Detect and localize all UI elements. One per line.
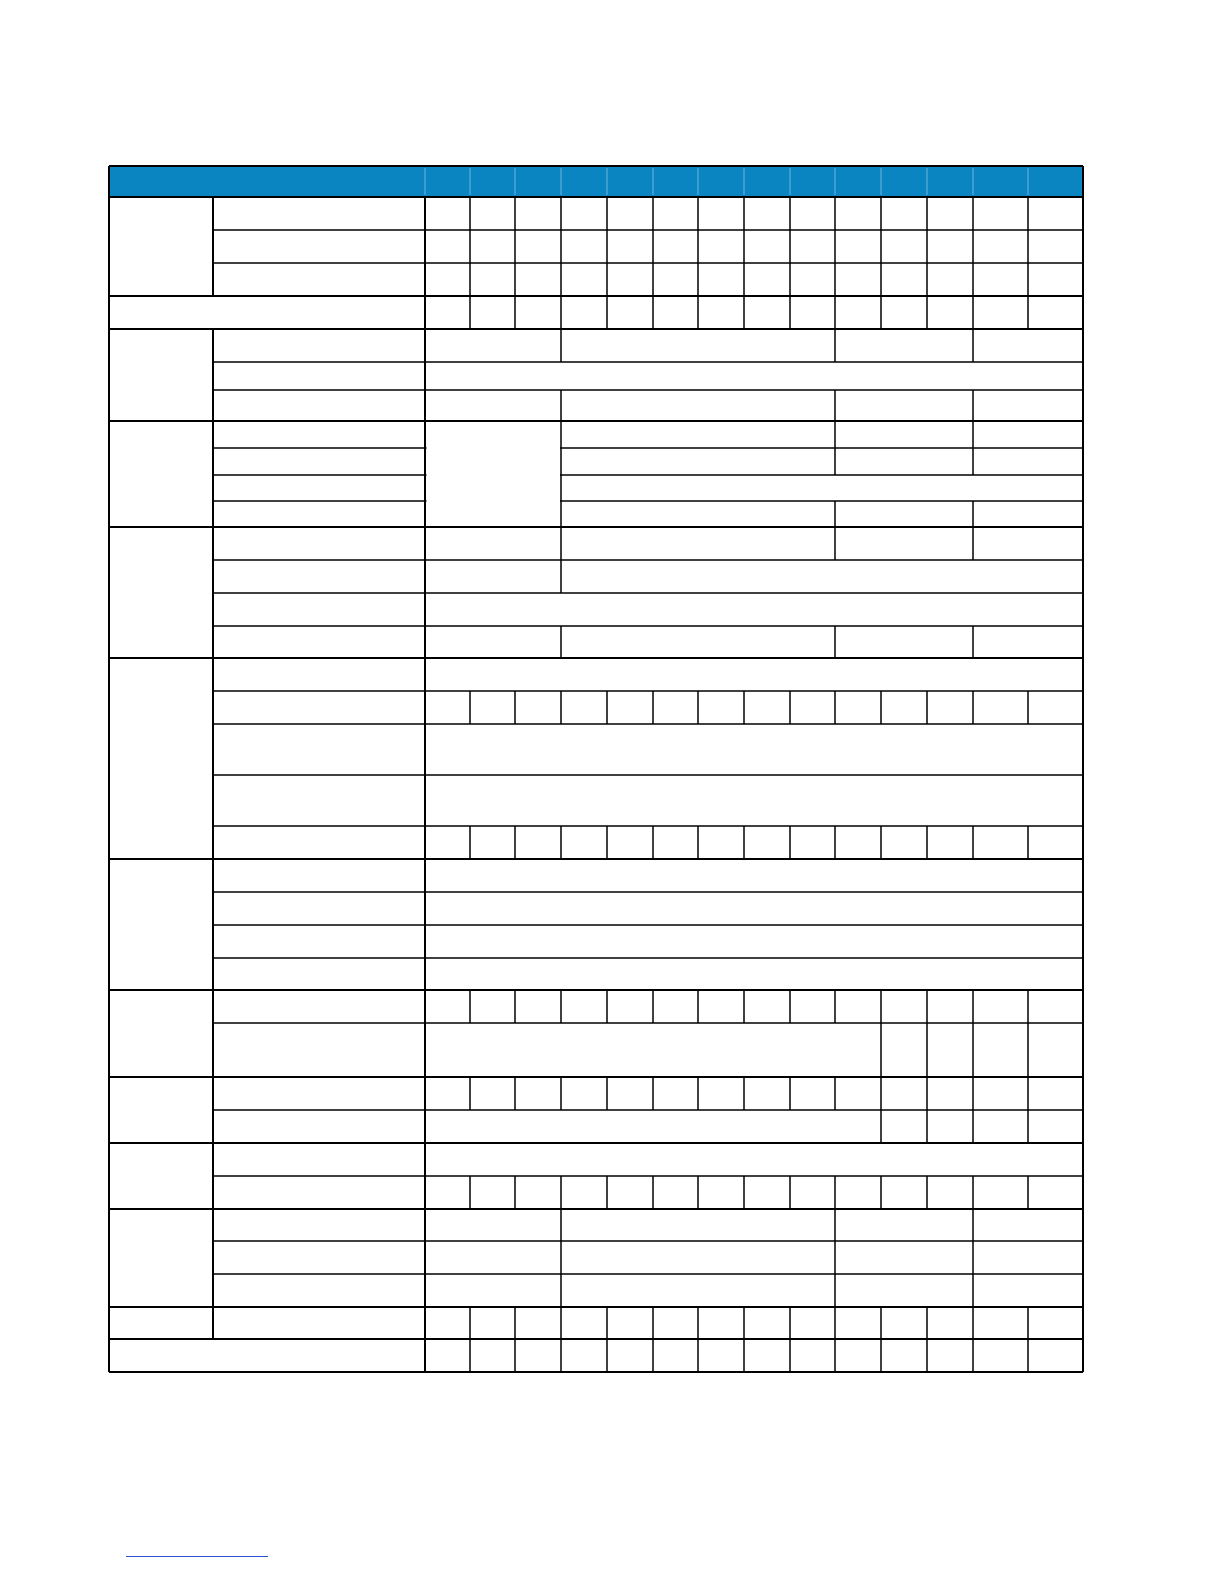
header-band <box>109 166 1083 197</box>
merged-cell-mask <box>427 447 561 450</box>
merged-cell-mask <box>427 474 561 477</box>
footer-link[interactable] <box>126 1556 268 1557</box>
merged-cell-mask <box>427 500 561 503</box>
